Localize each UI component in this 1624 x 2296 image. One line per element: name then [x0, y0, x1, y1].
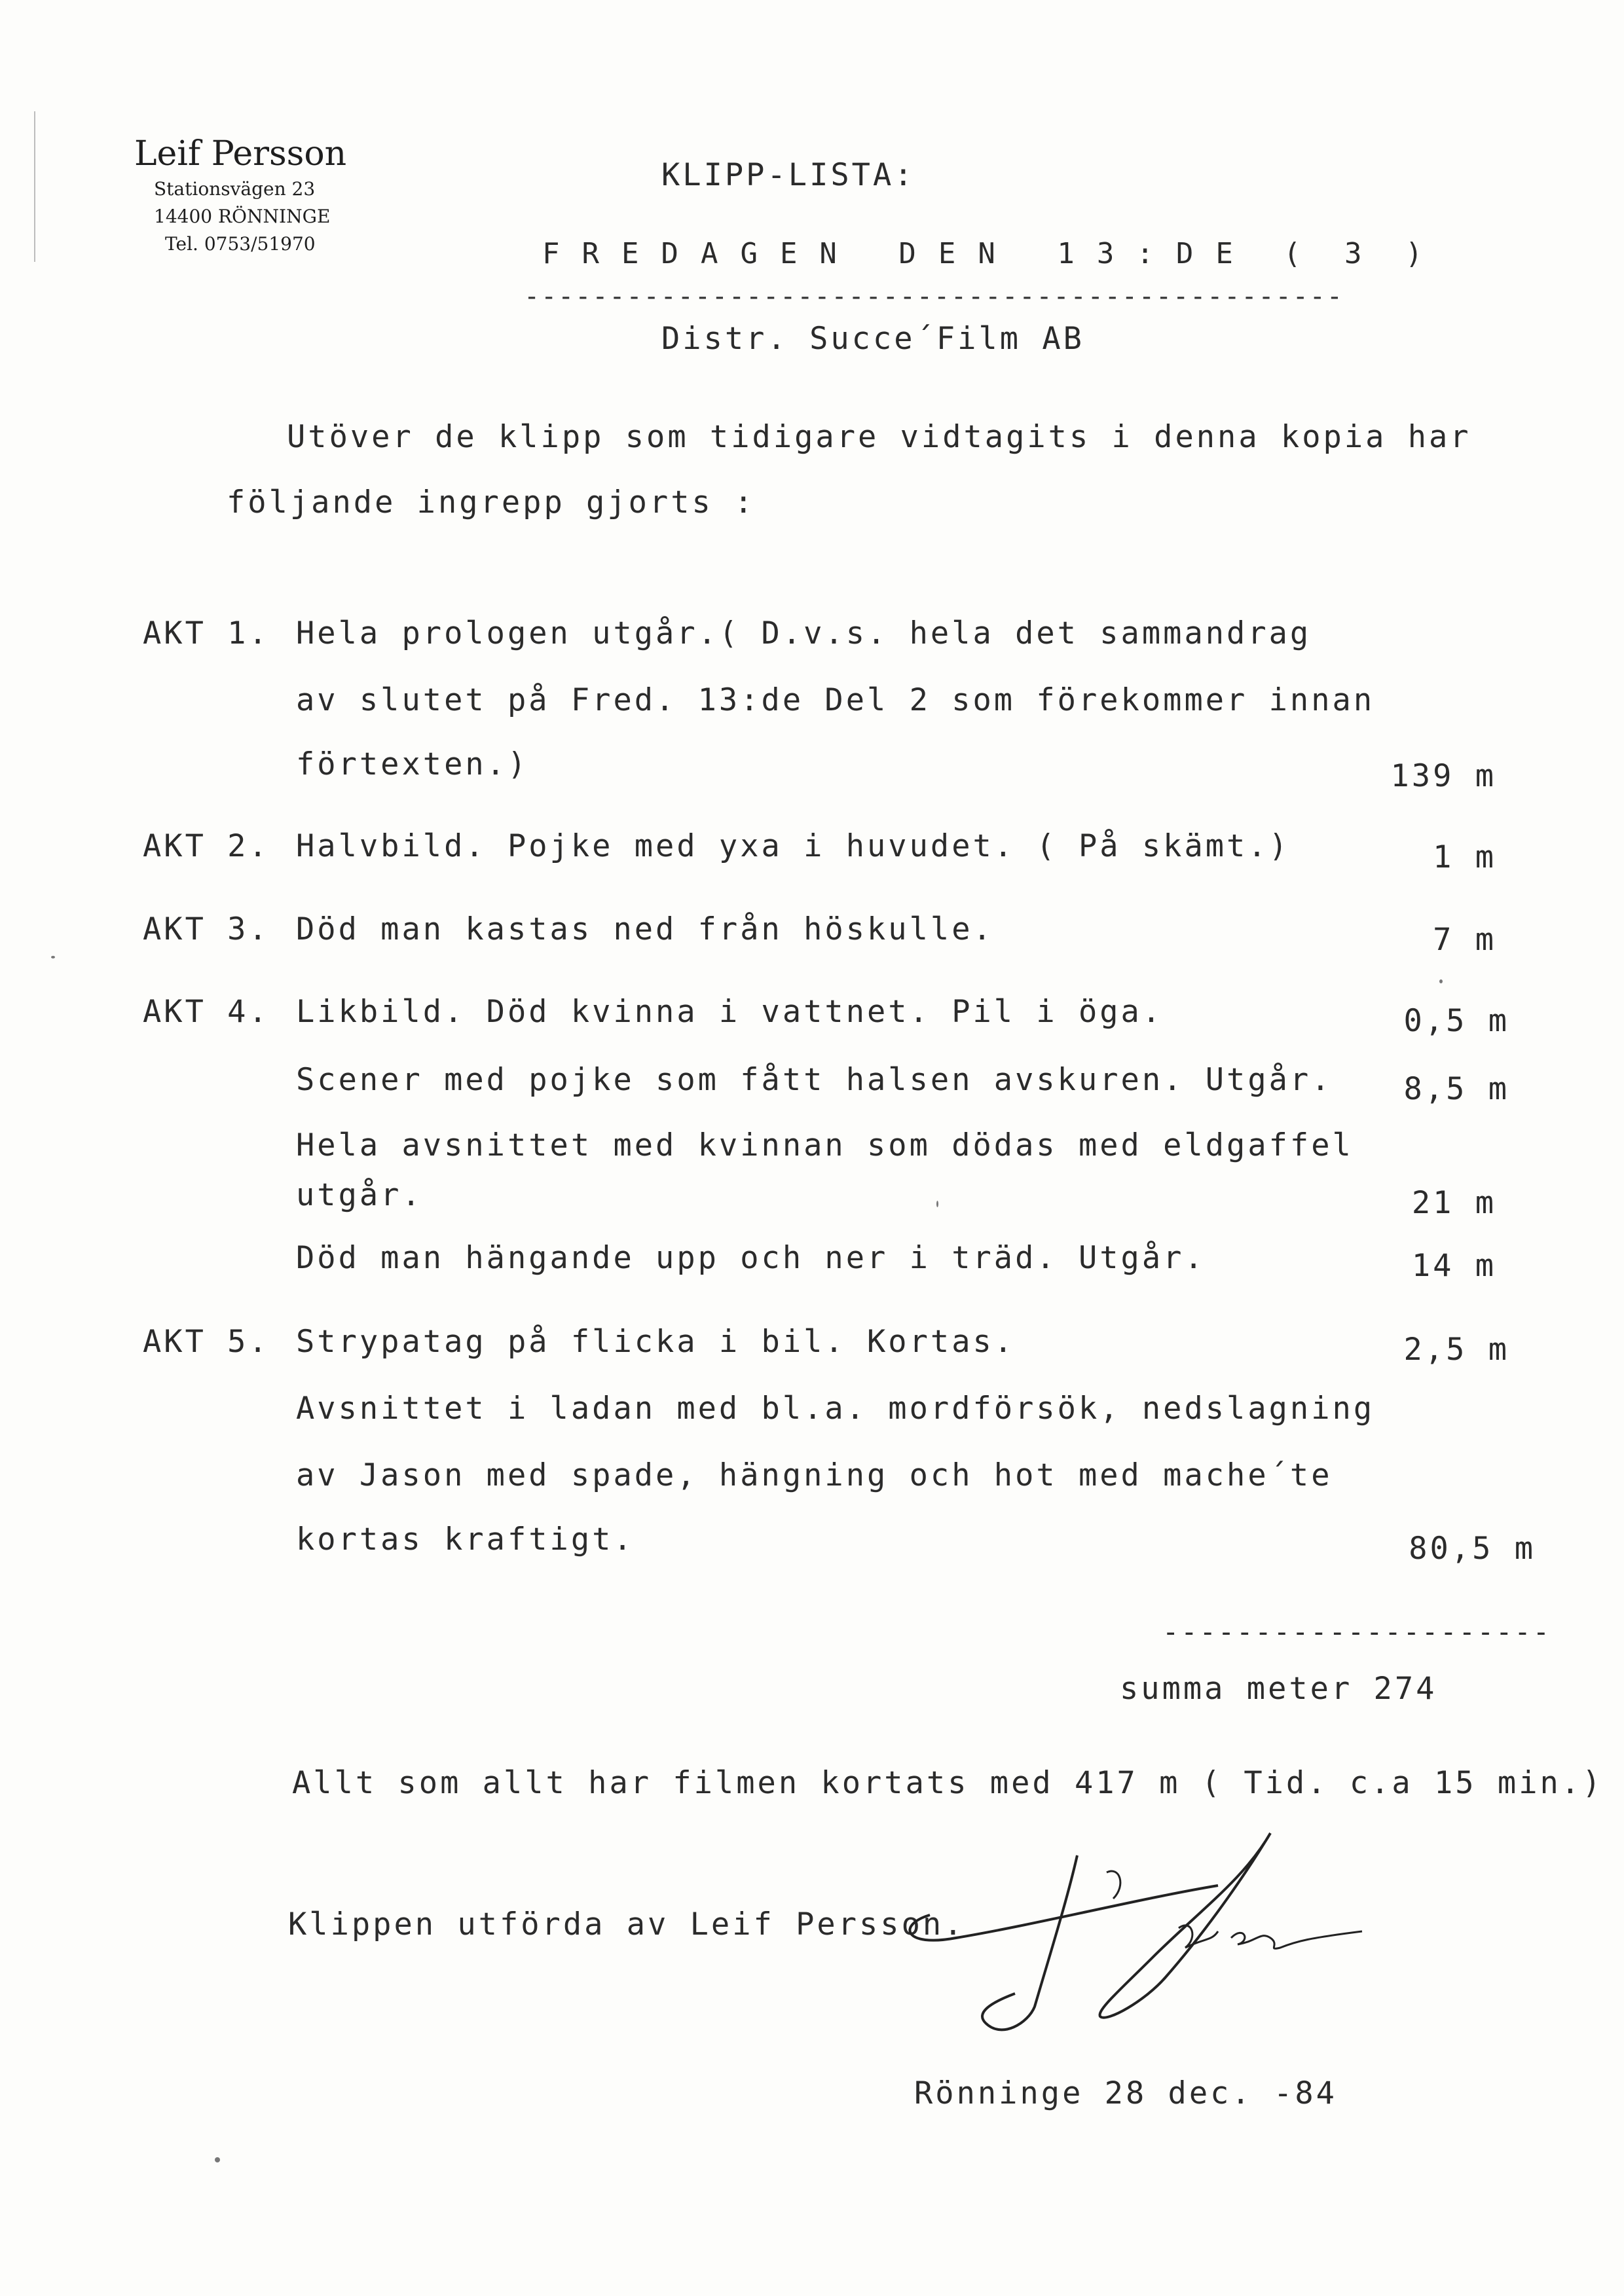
entry-8-meter: 2,5 m	[1403, 1332, 1509, 1368]
ink-speck	[51, 956, 55, 958]
margin-mark	[34, 111, 35, 262]
entry-9-meter: 80,5 m	[1409, 1531, 1536, 1567]
entry-1-line-1: Hela prologen utgår.( D.v.s. hela det sammandrag	[296, 615, 1312, 651]
entry-2-line-1: Halvbild. Pojke med yxa i huvudet. ( På skämt.)	[296, 828, 1290, 864]
edited-by: Klippen utförda av Leif Persson.	[288, 1906, 965, 1942]
entry-9-line-1: Avsnittet i ladan med bl.a. mordförsök, nedslagning	[296, 1391, 1375, 1427]
entry-3-line-1: Död man kastas ned från höskulle.	[296, 911, 994, 947]
place-date: Rönninge 28 dec. -84	[914, 2075, 1337, 2111]
entry-3-meter: 7 m	[1433, 922, 1496, 958]
entry-8-line-1: Strypatag på flicka i bil. Kortas.	[296, 1324, 1016, 1360]
entry-7-meter: 14 m	[1411, 1248, 1496, 1284]
intro-line-2: följande ingrepp gjorts :	[227, 484, 756, 520]
akt-label-2: AKT 2.	[143, 828, 270, 864]
akt-label-1: AKT 1.	[143, 615, 270, 651]
intro-line-1: Utöver de klipp som tidigare vidtagits i denna kopia har	[287, 419, 1471, 455]
summa-meter: summa meter 274	[1120, 1671, 1437, 1707]
akt-label-3: AKT 3.	[143, 911, 270, 947]
akt-label-5: AKT 5.	[143, 1324, 270, 1360]
entry-5-line-1: Scener med pojke som fått halsen avskuren. Utgår.	[296, 1062, 1333, 1098]
entry-7-line-1: Död man hängande upp och ner i träd. Utgår.	[296, 1240, 1206, 1276]
akt-label-4: AKT 4.	[143, 994, 270, 1030]
film-title: FREDAGEN DEN 13:DE	[542, 237, 1255, 270]
signature	[904, 1827, 1414, 2043]
title-underline: ------------------------------------------------	[524, 282, 1344, 312]
entry-6-line-1: Hela avsnittet med kvinnan som dödas med eldgaffel	[296, 1127, 1354, 1163]
entry-6-meter: 21 m	[1411, 1185, 1496, 1221]
entry-5-meter: 8,5 m	[1403, 1071, 1509, 1107]
list-title: KLIPP-LISTA:	[661, 157, 915, 193]
sum-underline: ---------------------	[1162, 1616, 1552, 1648]
letterhead-street: Stationsvägen 23	[154, 178, 316, 200]
entry-4-meter: 0,5 m	[1403, 1003, 1509, 1039]
letterhead-phone: Tel. 0753/51970	[165, 233, 316, 255]
entry-6-line-2: utgår.	[296, 1177, 423, 1213]
ink-speck	[215, 2157, 220, 2162]
ink-speck	[1439, 979, 1443, 983]
entry-1-meter: 139 m	[1390, 758, 1496, 794]
total-summary: Allt som allt har filmen kortats med 417 m ( Tid. c.a 15 min.)	[292, 1765, 1604, 1801]
entry-1-line-2: av slutet på Fred. 13:de Del 2 som förekommer innan	[296, 682, 1375, 718]
entry-9-line-3: kortas kraftigt.	[296, 1522, 635, 1558]
entry-2-meter: 1 m	[1433, 839, 1496, 875]
film-part: ( 3 )	[1283, 237, 1436, 270]
ink-speck	[936, 1201, 938, 1207]
entry-1-line-3: förtexten.)	[296, 746, 529, 782]
letterhead-city: 14400 RÖNNINGE	[154, 206, 331, 227]
entry-9-line-2: av Jason med spade, hängning och hot med mache´te	[296, 1457, 1333, 1493]
distributor: Distr. Succe´Film AB	[661, 321, 1084, 357]
entry-4-line-1: Likbild. Död kvinna i vattnet. Pil i öga.	[296, 994, 1164, 1030]
letterhead-name: Leif Persson	[134, 134, 347, 173]
